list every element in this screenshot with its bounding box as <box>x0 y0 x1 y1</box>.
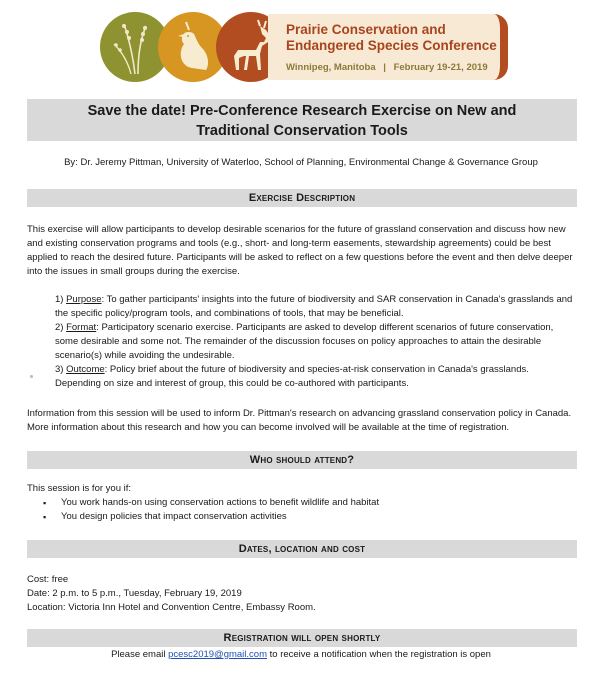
item-number: 1) <box>55 294 67 305</box>
exercise-items <box>55 293 575 391</box>
registration-email-link[interactable]: pcesc2019@gmail.com <box>168 649 267 660</box>
registration-heading: Registration will open shortly <box>27 629 577 647</box>
page-title <box>27 99 577 141</box>
conference-title-line-2: Endangered Species Conference <box>286 38 497 53</box>
list-item: ▪ You design policies that impact conservation activities <box>61 510 575 524</box>
item-number: 2) <box>55 322 67 333</box>
exercise-intro: This exercise will allow participants to develop desirable scenarios for the future of grassland conservation and discuss how new and existing conservation programs and tools (e.g., short- and long-term easements, stewardship agreements) could be best applied to reach the desired future. Participants will be asked to reflect on a few questions before the event and then delve deeper into the issues in small groups during the exercise. <box>27 224 573 277</box>
item-text: : Policy brief about the future of biodiversity and species-at-risk conservation in Canada's grasslands. Depending on size and interest of group, this could be co-authored with participants. <box>55 364 529 389</box>
title-line-2: Traditional Conservation Tools <box>196 123 408 139</box>
item-outcome <box>55 363 575 391</box>
item-label: Format <box>66 322 97 333</box>
item-text: : Participatory scenario exercise. Participants are asked to develop different scenarios of future conservation, some desirable and some not. The remainder of the discussion focuses on policy approaches to attain the desirable scenario(s) while avoiding the undesirable. <box>55 322 554 361</box>
list-item: ▪ You work hands-on using conservation actions to benefit wildlife and habitat <box>61 496 575 510</box>
conference-banner <box>98 8 508 86</box>
item-label: Purpose <box>66 294 102 305</box>
item-format <box>55 321 575 363</box>
stray-dot <box>30 375 33 378</box>
title-line-1: Save the date! Pre-Conference Research Exercise on New and <box>87 103 517 119</box>
conference-title-line-1: Prairie Conservation and <box>286 22 446 37</box>
info-paragraph: Information from this session will be used to inform Dr. Pittman's research on advancing grassland conservation policy in Canada. More information about this research and how you can become involved will be available at the time of registration. <box>27 408 572 433</box>
dates-location-cost-heading: Dates, location and cost <box>27 540 577 558</box>
item-number: 3) <box>55 364 67 375</box>
conference-title <box>286 22 497 54</box>
conference-place: Winnipeg, Manitoba <box>286 62 376 73</box>
attend-intro: This session is for you if: <box>27 483 132 494</box>
conference-dates: February 19-21, 2019 <box>393 62 488 73</box>
separator: | <box>383 62 386 73</box>
registration-post-text: to receive a notification when the registration is open <box>267 649 491 660</box>
byline: By: Dr. Jeremy Pittman, University of Waterloo, School of Planning, Environmental Change & Governance Group <box>64 157 538 168</box>
who-should-attend-heading: Who should attend? <box>27 451 577 469</box>
conference-location-dates <box>286 62 488 73</box>
registration-pre-text: Please email <box>111 649 169 660</box>
date-line: Date: 2 p.m. to 5 p.m., Tuesday, February 19, 2019 <box>27 588 242 599</box>
location-line: Location: Victoria Inn Hotel and Convention Centre, Embassy Room. <box>27 602 316 613</box>
item-purpose <box>55 293 575 321</box>
item-text: : To gather participants' insights into the future of biodiversity and SAR conservation in Canada's grasslands and the specific policy/program tools, and combinations of tools, that may be beneficial. <box>55 294 573 319</box>
registration-note <box>27 648 575 662</box>
exercise-description-heading: Exercise Description <box>27 189 577 207</box>
item-label: Outcome <box>66 364 105 375</box>
cost-line: Cost: free <box>27 574 69 585</box>
conference-title-box <box>268 14 508 80</box>
attend-list <box>27 496 575 524</box>
